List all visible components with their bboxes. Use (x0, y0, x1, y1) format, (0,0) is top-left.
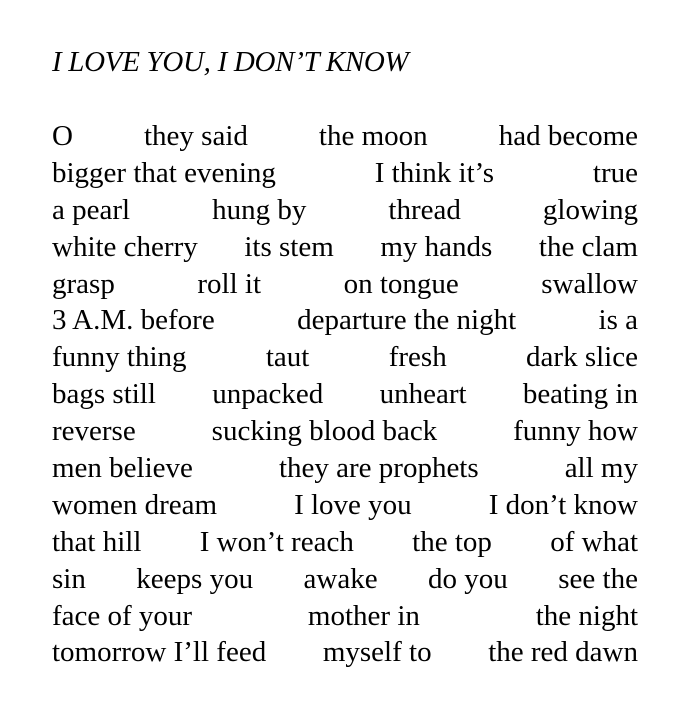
poem-phrase: tomorrow I’ll feed (52, 636, 267, 669)
poem-line (52, 155, 638, 192)
poem-line (52, 192, 638, 229)
poem-phrase: fresh (388, 341, 447, 374)
poem-phrase: mother in (307, 599, 420, 632)
poem-phrase: funny how (513, 415, 638, 448)
poem-phrase: had become (498, 120, 638, 152)
poem-phrase: see the (558, 562, 638, 595)
poem-phrase: thread (388, 193, 461, 226)
poem-phrase: roll it (197, 267, 262, 300)
poem-phrase: on tongue (343, 267, 459, 300)
poem-phrase: of what (550, 525, 638, 558)
poem-phrase: I think it’s (374, 156, 494, 189)
poem-phrase: reverse (52, 415, 136, 448)
poem-phrase: swallow (541, 267, 638, 300)
poem-phrase: my hands (380, 230, 493, 263)
poem-phrase: unheart (379, 378, 467, 411)
poem-line (52, 302, 638, 339)
poem-phrase: bags still (52, 378, 156, 411)
poem-line (52, 339, 638, 376)
poem-phrase: that hill (52, 525, 142, 558)
poem-phrase: a pearl (52, 193, 131, 226)
poem-phrase: men believe (52, 452, 193, 485)
poem-phrase: is a (598, 304, 638, 337)
poem-body (52, 118, 638, 671)
poem-title: I LOVE YOU, I DON’T KNOW (52, 46, 409, 78)
poem-line (52, 634, 638, 671)
poem-phrase: I won’t reach (199, 525, 354, 558)
poem-phrase: the clam (538, 230, 638, 263)
poem-phrase: awake (303, 562, 378, 595)
poem-line (52, 376, 638, 413)
poem-phrase: 3 A.M. before (52, 304, 215, 337)
poem-line (52, 413, 638, 450)
poem-phrase: I love you (294, 488, 412, 521)
poem-phrase: keeps you (136, 562, 254, 595)
poem-line (52, 561, 638, 598)
poem-line (52, 598, 638, 635)
poem-phrase: they said (143, 120, 248, 152)
poem-phrase: the top (412, 525, 492, 558)
poem-phrase: glowing (542, 193, 638, 226)
poem-phrase: beating in (522, 378, 638, 411)
poem-phrase: do you (428, 562, 508, 595)
poem-phrase: I don’t know (488, 488, 638, 521)
poem-phrase: sin (52, 562, 86, 595)
poem-phrase: taut (265, 341, 310, 374)
poem-phrase: O (52, 120, 73, 152)
poem-phrase: the moon (318, 120, 428, 152)
poem-phrase: departure the night (297, 304, 517, 337)
poem-phrase: face of your (52, 599, 193, 632)
poem-phrase: myself to (322, 636, 432, 669)
poem-phrase: the red dawn (488, 636, 638, 669)
poem-phrase: the night (535, 599, 638, 632)
poem-phrase: women dream (52, 488, 218, 521)
poem-line (52, 450, 638, 487)
poem-line (52, 487, 638, 524)
poem-phrase: sucking blood back (211, 415, 438, 448)
poem-phrase: hung by (212, 193, 307, 226)
poem-phrase: all my (564, 452, 638, 485)
poem-line (52, 266, 638, 303)
poem-phrase: unpacked (212, 378, 324, 411)
poem-phrase: true (592, 156, 638, 189)
poem-phrase: its stem (244, 230, 334, 263)
poem-line (52, 118, 638, 155)
poem-phrase: grasp (52, 267, 115, 300)
poem-phrase: bigger that evening (52, 156, 276, 189)
poem-phrase: funny thing (52, 341, 187, 374)
poem-phrase: they are prophets (278, 452, 479, 485)
poem-line (52, 524, 638, 561)
poem-phrase: dark slice (526, 341, 638, 374)
poem-phrase: white cherry (52, 230, 198, 263)
poem-line (52, 229, 638, 266)
